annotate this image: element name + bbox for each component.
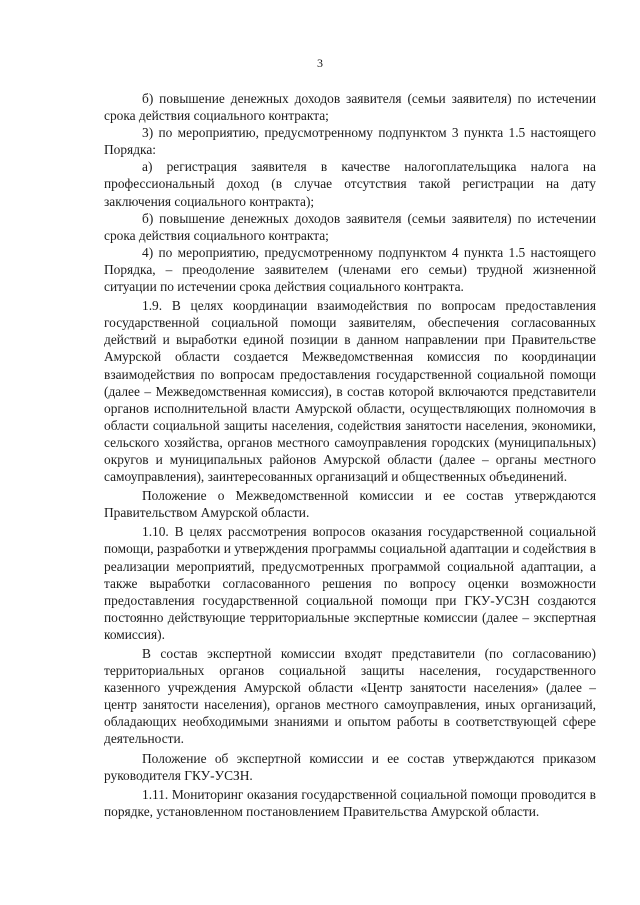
paragraph-expert-commission-regulation: Положение об экспертной комиссии и ее состав утверждаются приказом руководителя ГКУ-УСЗН. (104, 750, 596, 783)
page-number: 3 (317, 56, 323, 70)
paragraph-income-increase-1: б) повышение денежных доходов заявителя (семьи заявителя) по истечении срока действия социального контракта; (104, 91, 596, 124)
document-body (104, 90, 596, 820)
paragraph-interdepartmental-commission-regulation: Положение о Межведомственной комиссии и ее состав утверждаются Правительством Амурской области. (104, 488, 596, 521)
paragraph-tax-registration: а) регистрация заявителя в качестве налогоплательщика налога на профессиональный доход (в случае отсутствия такой регистрации на дату заключения социального контракта); (104, 159, 596, 209)
paragraph-expert-commission-composition: В состав экспертной комиссии входят представители (по согласованию) территориальных органов социальной защиты населения, государственного казенного учреждения Амурской области «Центр занятости населения» (далее – центр занятости населения), органов местного самоуправления, иных организаций, обладающих необходимыми знаниями и опытом работы в соответствующей сфере деятельности. (104, 646, 596, 747)
paragraph-1-10: 1.10. В целях рассмотрения вопросов оказания государственной социальной помощи, разработки и утверждения программы социальной адаптации и содействия в реализации мероприятий, предусмотренных программой социальной адаптации, а также выработки согласованного решения по вопросу оценки возможности предоставления государственной социальной помощи при ГКУ-УСЗН создаются постоянно действующие территориальные экспертные комиссии (далее – экспертная комиссия). (104, 524, 596, 642)
paragraph-1-11: 1.11. Мониторинг оказания государственной социальной помощи проводится в порядке, установленном постановлением Правительства Амурской области. (104, 786, 596, 819)
paragraph-1-9: 1.9. В целях координации взаимодействия по вопросам предоставления государственной социальной помощи заявителям, обеспечения согласованных действий и выработки единой позиции в данном направлении при Правительстве Амурской области создается Межведомственная комиссия по координации взаимодействия по вопросам предоставления государственной социальной помощи (далее – Межведомственная комиссия), в состав которой включаются представители органов исполнительной власти Амурской области, осуществляющих полномочия в области социальной защиты населения, содействия занятости населения, экономики, сельского хозяйства, органов местного самоуправления городских (муниципальных) округов и муниципальных районов Амурской области (далее – органы местного самоуправления), заинтересованных организаций и общественных объединений. (104, 298, 596, 485)
paragraph-measure-4: 4) по мероприятию, предусмотренному подпунктом 4 пункта 1.5 настоящего Порядка, – преодоление заявителем (членами его семьи) трудной жизненной ситуации по истечении срока действия социального контракта. (104, 244, 596, 295)
paragraph-income-increase-2: б) повышение денежных доходов заявителя (семьи заявителя) по истечении срока действия социального контракта; (104, 210, 596, 243)
paragraph-measure-3: 3) по мероприятию, предусмотренному подпунктом 3 пункта 1.5 настоящего Порядка: (104, 125, 596, 158)
